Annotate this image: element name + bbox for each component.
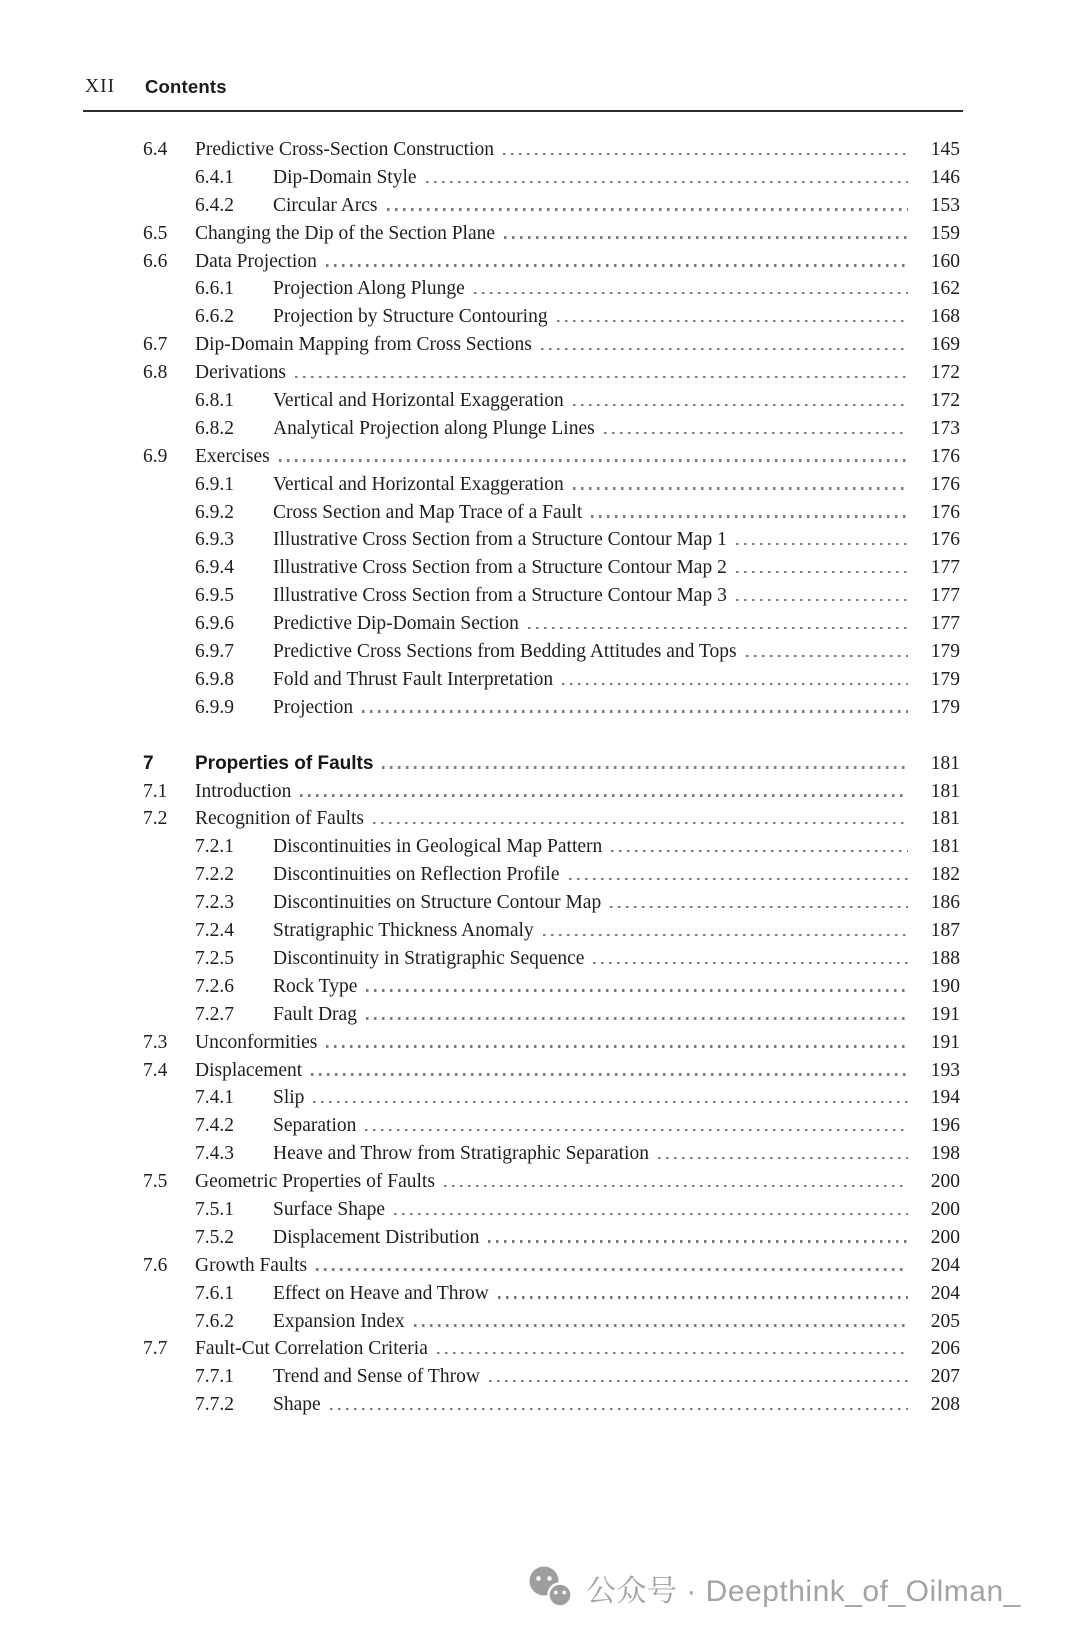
toc-entry-page: 191 (930, 1003, 960, 1025)
toc-entry (143, 1168, 960, 1196)
toc-entry-number: 6.9.7 (195, 641, 234, 663)
toc-entry (143, 220, 960, 248)
toc-entry-number: 7.2.7 (195, 1003, 234, 1025)
toc-entry-title: Predictive Cross Sections from Bedding Attitudes and Tops (273, 641, 737, 663)
toc-entry-number: 6.5 (143, 222, 168, 244)
toc-entry (143, 1252, 960, 1280)
wechat-icon (527, 1566, 573, 1610)
toc-entry-page: 162 (930, 278, 960, 300)
toc-entry-title: Rock Type (273, 975, 358, 997)
toc-entry-page: 191 (930, 1031, 960, 1053)
toc-entry-title: Projection Along Plunge (273, 278, 465, 300)
toc-entry-title: Displacement Distribution (273, 1226, 480, 1248)
toc-entry-title: Expansion Index (273, 1310, 405, 1332)
toc-entry-number: 6.6 (143, 250, 168, 272)
toc-entry-title: Exercises (195, 445, 270, 467)
toc-entry (143, 303, 960, 331)
toc-entry-number: 7.5.2 (195, 1226, 234, 1248)
dot-leader (541, 348, 908, 350)
dot-leader (503, 153, 908, 155)
dot-leader (610, 906, 908, 908)
toc-entry-page: 179 (930, 641, 960, 663)
toc-entry-page: 181 (930, 836, 960, 858)
toc-entry (143, 1112, 960, 1140)
dot-leader (316, 1268, 908, 1270)
toc-entry (143, 359, 960, 387)
toc-entry-page: 173 (930, 417, 960, 439)
toc-entry-page: 146 (930, 166, 960, 188)
dot-leader (382, 766, 908, 768)
toc-entry-title: Changing the Dip of the Section Plane (195, 222, 496, 244)
toc-entry (143, 917, 960, 945)
toc-entry-title: Stratigraphic Thickness Anomaly (273, 920, 534, 942)
toc-entry-page: 200 (930, 1171, 960, 1193)
toc-entry-title: Discontinuity in Stratigraphic Sequence (273, 947, 585, 969)
toc-entry (143, 1308, 960, 1336)
toc-entry-number: 6.6.1 (195, 278, 234, 300)
toc-entry-page: 198 (930, 1143, 960, 1165)
toc-entry (143, 415, 960, 443)
toc-entry-title: Growth Faults (195, 1254, 308, 1276)
toc-entry-title: Geometric Properties of Faults (195, 1171, 435, 1193)
toc-entry-page: 181 (930, 808, 960, 830)
toc-entry-title: Displacement (195, 1059, 303, 1081)
dot-leader (736, 571, 908, 573)
toc-entry-number: 6.8 (143, 362, 168, 384)
dot-leader (543, 934, 908, 936)
toc-entry (143, 750, 960, 778)
toc-entry (143, 1029, 960, 1057)
dot-leader (326, 1045, 908, 1047)
header-rule (83, 110, 963, 112)
dot-leader (313, 1101, 908, 1103)
toc-entry-number: 7.4 (143, 1059, 168, 1081)
toc-entry-page: 205 (930, 1310, 960, 1332)
toc-entry-number: 7.7.1 (195, 1366, 234, 1388)
toc-entry-number: 7.6 (143, 1254, 168, 1276)
toc-entry-number: 7.3 (143, 1031, 168, 1053)
toc-entry-page: 194 (930, 1087, 960, 1109)
toc-entry-number: 7.5.1 (195, 1198, 234, 1220)
toc-entry-title: Discontinuities on Structure Contour Map (273, 892, 602, 914)
toc-entry-page: 193 (930, 1059, 960, 1081)
dot-leader (444, 1185, 908, 1187)
toc-entry-number: 6.7 (143, 334, 168, 356)
dot-leader (573, 487, 908, 489)
toc-entry-title: Shape (273, 1394, 321, 1416)
toc-entry-title: Predictive Dip-Domain Section (273, 613, 519, 635)
toc-entry (143, 471, 960, 499)
toc-entry-title: Analytical Projection along Plunge Lines (273, 417, 595, 439)
dot-leader (569, 878, 909, 880)
dot-leader (504, 236, 908, 238)
toc-entry-page: 188 (930, 947, 960, 969)
toc-entry-number: 6.9.4 (195, 557, 234, 579)
toc-entry-title: Illustrative Cross Section from a Structure Contour Map 1 (273, 529, 727, 551)
toc-entry-page: 204 (930, 1254, 960, 1276)
toc-entry-title: Dip-Domain Mapping from Cross Sections (195, 334, 532, 356)
dot-leader (557, 320, 908, 322)
toc-entry-number: 6.4.2 (195, 194, 234, 216)
toc-entry-page: 204 (930, 1282, 960, 1304)
toc-entry-title: Trend and Sense of Throw (273, 1366, 480, 1388)
dot-leader (736, 543, 908, 545)
toc-entry (143, 1196, 960, 1224)
toc-entry-title: Fault-Cut Correlation Criteria (195, 1338, 428, 1360)
page-folio: XII (85, 76, 116, 97)
toc-entry-number: 6.9 (143, 445, 168, 467)
toc-entry-title: Projection by Structure Contouring (273, 306, 548, 328)
toc-entry-title: Cross Section and Map Trace of a Fault (273, 501, 583, 523)
toc-entry (143, 192, 960, 220)
toc-entry-number: 7.7 (143, 1338, 168, 1360)
toc-list (143, 136, 960, 1419)
toc-entry-page: 181 (930, 752, 960, 774)
dot-leader (414, 1324, 908, 1326)
toc-entry-title: Separation (273, 1115, 357, 1137)
dot-leader (387, 208, 908, 210)
running-header (0, 76, 1080, 106)
toc-entry-page: 200 (930, 1198, 960, 1220)
toc-entry-page: 181 (930, 780, 960, 802)
toc-entry-number: 7.2.3 (195, 892, 234, 914)
toc-entry-number: 6.9.9 (195, 696, 234, 718)
dot-leader (300, 794, 908, 796)
toc-entry-number: 6.9.8 (195, 668, 234, 690)
toc-entry (143, 1057, 960, 1085)
toc-entry-page: 196 (930, 1115, 960, 1137)
toc-entry-number: 7.4.1 (195, 1087, 234, 1109)
toc-entry-page: 176 (930, 529, 960, 551)
toc-entry-page: 177 (930, 557, 960, 579)
toc-entry-title: Derivations (195, 362, 286, 384)
toc-entry (143, 1084, 960, 1112)
toc-entry-number: 6.9.6 (195, 613, 234, 635)
dot-leader (366, 989, 908, 991)
dot-leader (488, 1240, 908, 1242)
toc-entry-title: Projection (273, 696, 354, 718)
toc-entry-title: Predictive Cross-Section Construction (195, 139, 494, 160)
toc-entry-number: 7.1 (143, 780, 168, 802)
toc-entry-number: 6.4 (143, 139, 168, 160)
toc-entry-title: Discontinuities in Geological Map Pattern (273, 836, 603, 858)
toc-entry (143, 1363, 960, 1391)
toc-entry-page: 159 (930, 222, 960, 244)
toc-entry (143, 1391, 960, 1419)
dot-leader (330, 1408, 908, 1410)
toc-entry-number: 6.4.1 (195, 166, 234, 188)
toc-entry-title: Illustrative Cross Section from a Structure Contour Map 2 (273, 557, 727, 579)
toc-entry (143, 1280, 960, 1308)
toc-entry-page: 179 (930, 668, 960, 690)
toc-entry-title: Fault Drag (273, 1003, 357, 1025)
watermark (527, 1562, 1021, 1614)
toc-entry (143, 833, 960, 861)
toc-entry-page: 172 (930, 390, 960, 412)
toc-entry (143, 554, 960, 582)
toc-entry-title: Recognition of Faults (195, 808, 364, 830)
dot-leader (604, 432, 908, 434)
dot-leader (528, 627, 908, 629)
toc-entry-number: 7.6.1 (195, 1282, 234, 1304)
dot-leader (611, 850, 908, 852)
toc-entry-page: 182 (930, 864, 960, 886)
toc-entry-number: 6.9.1 (195, 473, 234, 495)
dot-leader (591, 515, 908, 517)
toc-entry (143, 973, 960, 1001)
toc-entry-number: 7.2.2 (195, 864, 234, 886)
toc-entry-number: 7.2.4 (195, 920, 234, 942)
toc-entry (143, 1001, 960, 1029)
toc-entry (143, 248, 960, 276)
toc-entry-title: Data Projection (195, 250, 317, 272)
dot-leader (365, 1129, 908, 1131)
dot-leader (366, 1017, 908, 1019)
toc-entry-number: 6.6.2 (195, 306, 234, 328)
dot-leader (736, 599, 908, 601)
toc-entry (143, 945, 960, 973)
toc-entry-page: 187 (930, 920, 960, 942)
toc-entry-page: 177 (930, 585, 960, 607)
toc-entry-page: 160 (930, 250, 960, 272)
toc-entry (143, 582, 960, 610)
toc-entry-title: Circular Arcs (273, 194, 378, 216)
toc-entry-title: Properties of Faults (195, 752, 374, 774)
toc-entry (143, 694, 960, 722)
toc-entry-page: 176 (930, 501, 960, 523)
dot-leader (474, 292, 908, 294)
dot-leader (489, 1380, 908, 1382)
dot-leader (279, 459, 908, 461)
toc-entry (143, 275, 960, 303)
dot-leader (746, 655, 908, 657)
toc-entry-title: Introduction (195, 780, 292, 802)
toc-entry-page: 172 (930, 362, 960, 384)
dot-leader (562, 683, 908, 685)
toc-entry-page: 186 (930, 892, 960, 914)
dot-leader (373, 822, 908, 824)
toc-entry (143, 331, 960, 359)
dot-leader (394, 1213, 908, 1215)
toc-entry-title: Fold and Thrust Fault Interpretation (273, 668, 554, 690)
toc-entry-page: 207 (930, 1366, 960, 1388)
toc-entry-title: Vertical and Horizontal Exaggeration (273, 390, 564, 412)
toc-entry-title: Dip-Domain Style (273, 166, 417, 188)
toc-entry-number: 7.6.2 (195, 1310, 234, 1332)
toc-entry (143, 805, 960, 833)
dot-leader (426, 181, 908, 183)
toc-entry-number: 7.4.3 (195, 1143, 234, 1165)
dot-leader (593, 962, 908, 964)
toc-entry-title: Discontinuities on Reflection Profile (273, 864, 560, 886)
toc-entry-number: 6.9.2 (195, 501, 234, 523)
toc-entry (143, 1224, 960, 1252)
toc-entry-title: Surface Shape (273, 1198, 386, 1220)
toc-entry-page: 177 (930, 613, 960, 635)
dot-leader (573, 404, 908, 406)
toc-entry-title: Effect on Heave and Throw (273, 1282, 489, 1304)
dot-leader (295, 376, 908, 378)
toc-entry-title: Heave and Throw from Stratigraphic Separation (273, 1143, 649, 1165)
running-header-title: Contents (145, 76, 227, 97)
toc-entry-title: Slip (273, 1087, 305, 1109)
toc-entry-number: 6.9.3 (195, 529, 234, 551)
toc-entry (143, 526, 960, 554)
dot-leader (658, 1157, 908, 1159)
toc-entry-page: 176 (930, 445, 960, 467)
toc-entry (143, 164, 960, 192)
toc-entry (143, 387, 960, 415)
toc-entry-page: 200 (930, 1226, 960, 1248)
toc-entry-number: 6.9.5 (195, 585, 234, 607)
toc-entry-number: 7.2 (143, 808, 168, 830)
toc-entry-number: 6.8.1 (195, 390, 234, 412)
toc-entry (143, 1335, 960, 1363)
toc-entry-page: 169 (930, 334, 960, 356)
toc-entry (143, 778, 960, 806)
toc-entry-number: 6.8.2 (195, 417, 234, 439)
toc-entry-number: 7.5 (143, 1171, 168, 1193)
toc-entry (143, 861, 960, 889)
dot-leader (437, 1352, 908, 1354)
toc-entry-page: 176 (930, 473, 960, 495)
toc-entry-title: Unconformities (195, 1031, 318, 1053)
toc-entry (143, 666, 960, 694)
toc-entry-number: 7.2.5 (195, 947, 234, 969)
dot-leader (311, 1073, 908, 1075)
toc-entry-page: 208 (930, 1394, 960, 1416)
toc-entry-number: 7.2.6 (195, 975, 234, 997)
toc-entry-number: 7.7.2 (195, 1394, 234, 1416)
toc-entry (143, 443, 960, 471)
toc-entry (143, 610, 960, 638)
dot-leader (326, 264, 908, 266)
toc-entry-page: 179 (930, 696, 960, 718)
toc-entry (143, 1140, 960, 1168)
toc-entry-title: Vertical and Horizontal Exaggeration (273, 473, 564, 495)
dot-leader (362, 710, 908, 712)
toc-entry (143, 136, 960, 164)
toc-entry (143, 889, 960, 917)
toc-entry-page: 190 (930, 975, 960, 997)
toc-entry-title: Illustrative Cross Section from a Structure Contour Map 3 (273, 585, 727, 607)
dot-leader (498, 1296, 908, 1298)
toc-entry-number: 7.4.2 (195, 1115, 234, 1137)
toc-entry-page: 153 (930, 194, 960, 216)
watermark-text: 公众号 · Deepthink_of_Oilman_ (586, 1575, 1021, 1608)
toc-entry-number: 7.2.1 (195, 836, 234, 858)
toc-entry (143, 499, 960, 527)
toc-entry-page: 206 (930, 1338, 960, 1360)
toc-entry-page: 145 (930, 139, 960, 160)
toc-entry-number: 7 (143, 752, 154, 774)
toc-entry-page: 168 (930, 306, 960, 328)
toc-entry (143, 638, 960, 666)
